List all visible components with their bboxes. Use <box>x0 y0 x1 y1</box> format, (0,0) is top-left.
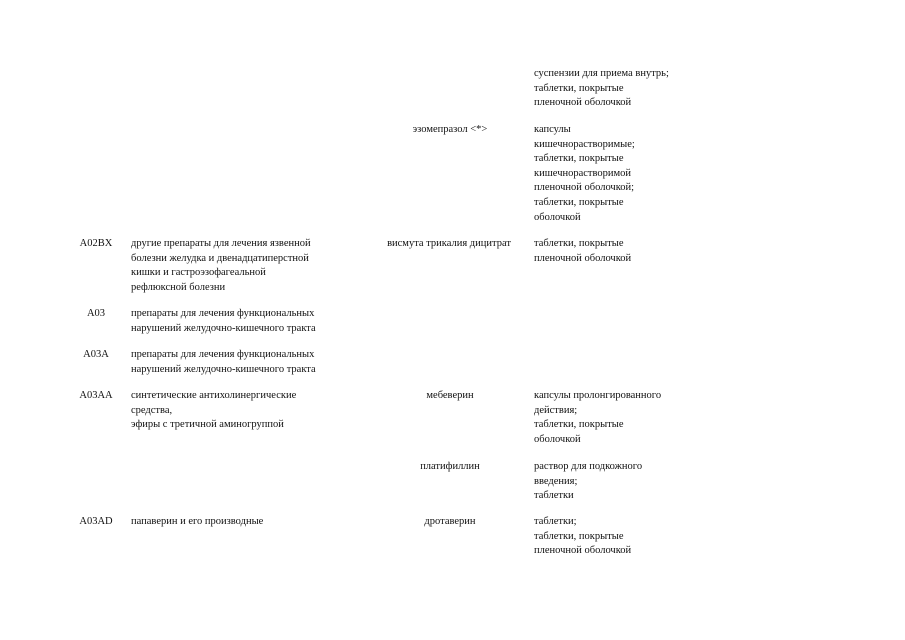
drug-name-cell: эзомепразол <*> <box>412 124 488 135</box>
dosage-forms-cell: таблетки; таблетки, покрытые пленочной оболочкой <box>534 516 632 557</box>
atc-code-cell: A03AD <box>79 516 113 527</box>
group-name-cell: препараты для лечения функциональных нарушений желудочно-кишечного тракта <box>131 349 316 375</box>
group-name-cell: папаверин и его производные <box>131 516 264 527</box>
dosage-forms-cell: капсулы кишечнорастворимые; таблетки, покрытые кишечнорастворимой пленочной оболочкой; таблетки, покрытые оболочкой <box>534 124 635 223</box>
dosage-forms-cell: суспензии для приема внутрь; таблетки, покрытые пленочной оболочкой <box>534 68 669 109</box>
atc-code-cell: A02BX <box>79 238 113 249</box>
drug-name-cell: платифиллин <box>420 461 480 472</box>
group-name-cell: синтетические антихолинергические средства, эфиры с третичной аминогруппой <box>131 390 297 431</box>
drug-name-cell: дротаверин <box>424 516 476 527</box>
dosage-forms-cell: таблетки, покрытые пленочной оболочкой <box>534 238 632 264</box>
atc-code-cell: A03 <box>86 308 106 319</box>
atc-code-cell: A03A <box>83 349 109 360</box>
dosage-forms-cell: раствор для подкожного введения; таблетки <box>534 461 643 502</box>
group-name-cell: другие препараты для лечения язвенной болезни желудка и двенадцатиперстной кишки и гастроэзофагеальной рефлюксной болезни <box>131 238 311 293</box>
drug-name-cell: висмута трикалия дицитрат <box>387 238 511 249</box>
atc-code-cell: A03AA <box>79 390 113 401</box>
drug-name-cell: мебеверин <box>426 390 474 401</box>
dosage-forms-cell: капсулы пролонгированного действия; таблетки, покрытые оболочкой <box>534 390 662 445</box>
group-name-cell: препараты для лечения функциональных нарушений желудочно-кишечного тракта <box>131 308 316 334</box>
